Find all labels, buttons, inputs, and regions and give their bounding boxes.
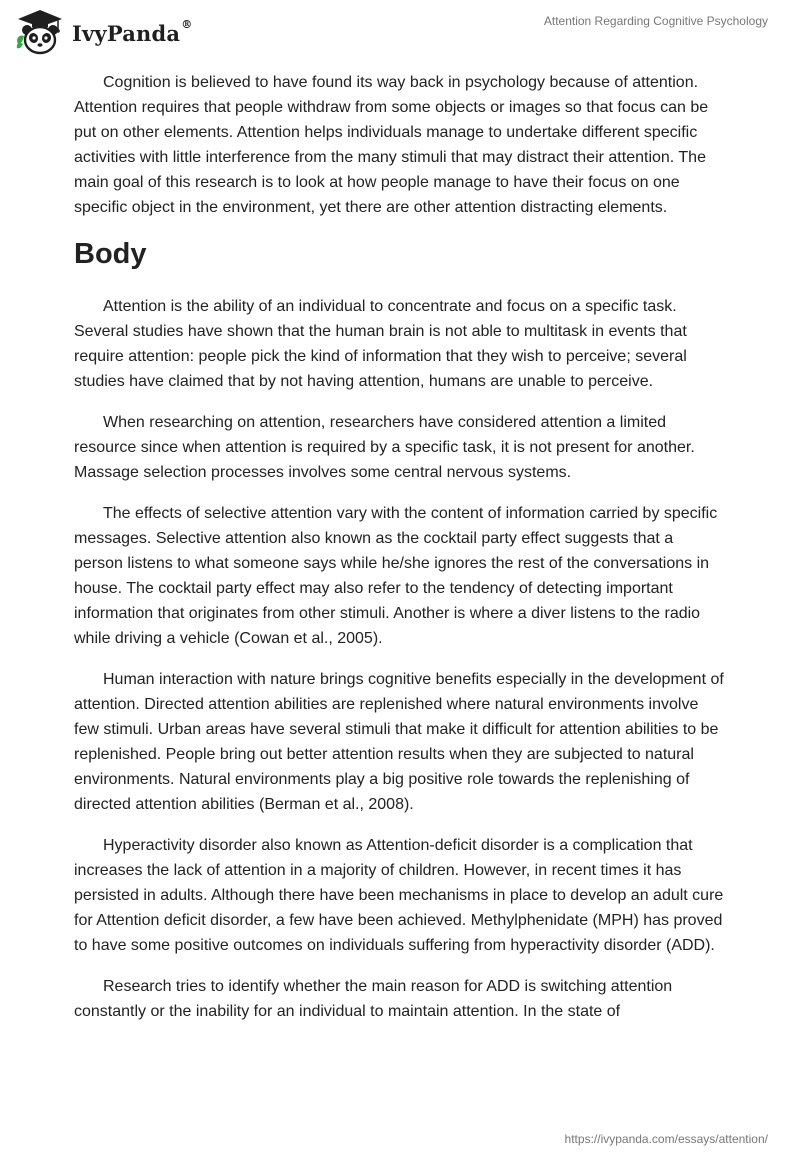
source-url[interactable]: https://ivypanda.com/essays/attention/ — [564, 1132, 768, 1146]
section-heading: Body — [74, 238, 147, 270]
body-paragraph: Hyperactivity disorder also known as Attention-deficit disorder is a complication that increases the lack of attention in a majority of children. However, in recent times it has persisted in adults. Although there have been mechanisms in place to develop an adult cure for Attention deficit disorder, a few have been achieved. Methylphenidate (MPH) has proved to have some positive outcomes on individuals suffering from hyperactivity disorder (ADD). — [74, 837, 724, 954]
running-title: Attention Regarding Cognitive Psychology — [543, 14, 768, 28]
body-paragraph: When researching on attention, researchers have considered attention a limited resource since when attention is required by a specific task, it is not present for another. Massage selection processes involves some central nervous systems. — [74, 414, 695, 481]
body-paragraph: The effects of selective attention vary with the content of information carried by specific messages. Selective attention also known as the cocktail party effect suggests that a person listens to what someone says while he/she ignores the rest of the conversations in house. The cocktail party effect may also refer to the tendency of detecting important information that originates from other stimuli. Another is where a diver listens to the radio while driving a vehicle (Cowan et al., 2005). — [74, 505, 718, 647]
ivypanda-logo[interactable] — [14, 8, 192, 56]
page-header — [0, 0, 800, 60]
brand-name: IvyPanda® — [72, 17, 193, 46]
body-paragraph: Research tries to identify whether the main reason for ADD is switching attention constantly or the inability for an individual to maintain attention. In the state of — [74, 978, 673, 1020]
intro-paragraph: Cognition is believed to have found its way back in psychology because of attention. Attention requires that people withdraw from some objects or images so that focus can be put on other elements. Attention helps individuals manage to undertake different specific activities with little interference from the many stimuli that may distract their attention. The main goal of this research is to look at how people manage to have their focus on one specific object in the environment, yet there are other attention distracting elements. — [74, 74, 709, 216]
body-paragraph: Attention is the ability of an individual to concentrate and focus on a specific task. Several studies have shown that the human brain is not able to multitask in events that require attention: people pick the kind of information that they wish to perceive; several studies have claimed that by not having attention, humans are unable to perceive. — [74, 298, 687, 390]
body-paragraph: Human interaction with nature brings cognitive benefits especially in the development of attention. Directed attention abilities are replenished where natural environments involve few stimuli. Urban areas have several stimuli that make it difficult for attention abilities to be replenished. People bring out better attention results when they are subjected to natural environments. Natural environments play a big positive role towards the replenishing of directed attention abilities (Berman et al., 2008). — [74, 671, 724, 813]
essay-body — [74, 70, 726, 1040]
panda-graduate-icon — [14, 8, 66, 56]
